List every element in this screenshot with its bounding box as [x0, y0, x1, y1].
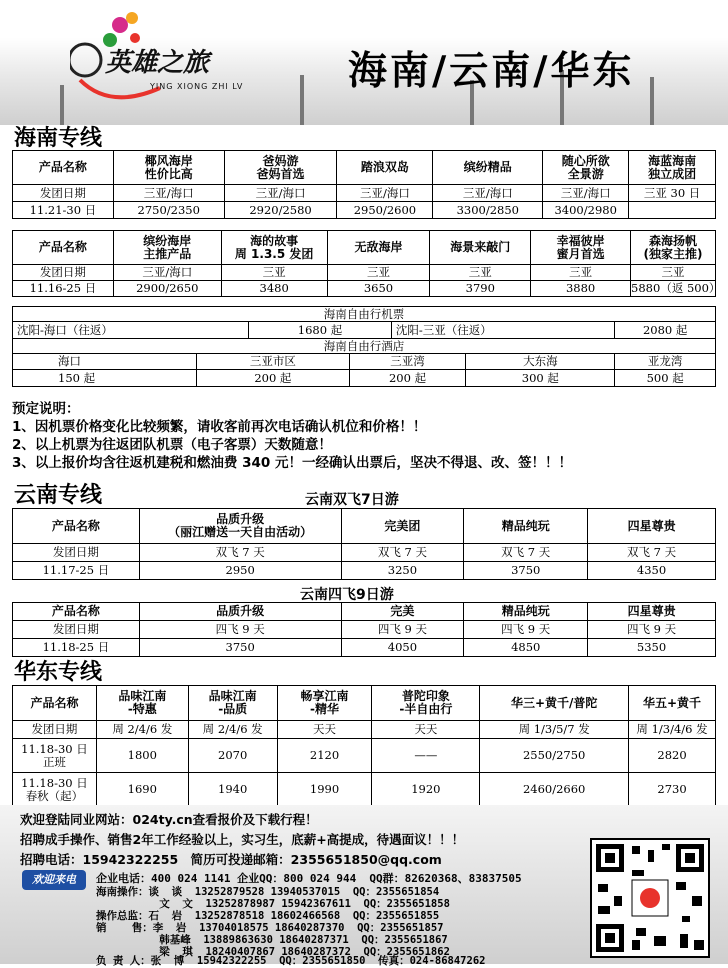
product: 华三+黄千/普陀	[480, 686, 629, 721]
price: 5350	[588, 639, 716, 657]
area: 大东海	[466, 354, 615, 370]
price: 1800	[96, 739, 188, 773]
price	[629, 202, 716, 219]
area: 亚龙湾	[615, 354, 716, 370]
price: 2950/2600	[337, 202, 433, 219]
hainan-free-travel-table	[12, 306, 716, 387]
product: 四星尊贵	[588, 509, 716, 544]
hotel-title: 海南自由行酒店	[13, 339, 716, 354]
price: 2550/2750	[480, 739, 629, 773]
huadong-table	[12, 685, 716, 807]
yunnan-section-title: 云南专线	[14, 483, 103, 508]
name-header: 产品名称	[13, 509, 140, 544]
price: 1680 起	[249, 322, 392, 339]
product: 普陀印象 -半自由行	[372, 686, 480, 721]
price: 2750/2350	[113, 202, 224, 219]
date: 11.18-30 日 春秋（起）	[13, 773, 97, 807]
date: 11.16-25 日	[13, 281, 114, 297]
date-label: 发团日期	[13, 621, 140, 639]
route: 天天	[277, 721, 372, 739]
route: 四飞 9 天	[588, 621, 716, 639]
website-line: 欢迎登陆同业网站：024ty.cn查看报价及下载行程！	[20, 812, 318, 827]
route: 三亚/海口	[224, 185, 337, 202]
price: 2820	[629, 739, 716, 773]
route: 沈阳-海口（往返）	[13, 322, 249, 339]
contact-line: 韩基峰 13889863630 18640287371 QQ：2355651867	[96, 934, 448, 946]
price: 3480	[221, 281, 327, 297]
contact-line: 负 责 人：张 博 15942322255 QQ：2355651850 传真：024-86847262	[96, 955, 486, 967]
product: 精品纯玩	[464, 603, 588, 621]
price: 200 起	[197, 370, 350, 387]
route: 三亚/海口	[543, 185, 629, 202]
date-label: 发团日期	[13, 185, 114, 202]
date-label: 发团日期	[13, 544, 140, 562]
ticket-title: 海南自由行机票	[13, 307, 716, 322]
yunnan-subtitle-1: 云南双飞7日游	[305, 492, 399, 508]
price: 300 起	[466, 370, 615, 387]
hainan-section-title: 海南专线	[14, 126, 103, 151]
route: 周 1/3/4/6 发	[629, 721, 716, 739]
logo-subtitle: YING XIONG ZHI LV	[150, 82, 244, 91]
yunnan-subtitle-2: 云南四飞9日游	[300, 587, 394, 603]
route: 三亚	[221, 265, 327, 281]
price: 2920/2580	[224, 202, 337, 219]
name-header: 产品名称	[13, 231, 114, 265]
price: 4050	[341, 639, 464, 657]
price: 2070	[188, 739, 277, 773]
price: 2900/2650	[113, 281, 221, 297]
product: 品味江南 -品质	[188, 686, 277, 721]
price: 4350	[588, 562, 716, 580]
contact-line: 操作总监：石 岩 13252878518 18602466568 QQ：2355651855	[96, 910, 440, 922]
product: 华五+黄千	[629, 686, 716, 721]
notes-title: 预定说明：	[12, 401, 80, 417]
price: 1940	[188, 773, 277, 807]
product: 畅享江南 -精华	[277, 686, 372, 721]
product: 无敌海岸	[327, 231, 430, 265]
route: 周 1/3/5/7 发	[480, 721, 629, 739]
price: 2460/2660	[480, 773, 629, 807]
route: 双飞 7 天	[341, 544, 464, 562]
name-header: 产品名称	[13, 151, 114, 185]
route: 三亚/海口	[337, 185, 433, 202]
contact-line: 销 售：李 岩 13704018575 18640287370 QQ：2355651857	[96, 922, 444, 934]
price: 3250	[341, 562, 464, 580]
booking-notes	[12, 400, 572, 472]
price: 3650	[327, 281, 430, 297]
qr-code-icon	[592, 840, 708, 956]
note-item: 1、因机票价格变化比较频繁，请收客前再次电话确认机位和价格！！	[12, 419, 427, 435]
product: 森海扬帆 (独家主推)	[631, 231, 716, 265]
price: 2950	[139, 562, 341, 580]
route: 四飞 9 天	[464, 621, 588, 639]
logo-text: 英雄之旅	[105, 48, 210, 78]
price: 3400/2980	[543, 202, 629, 219]
name-header: 产品名称	[13, 686, 97, 721]
recruit-contact-line: 招聘电话：15942322255 简历可投递邮箱：2355651850@qq.com	[20, 852, 442, 867]
product: 缤纷海岸 主推产品	[113, 231, 221, 265]
note-item: 3、以上报价均含往返机建税和燃油费 340 元！一经确认出票后，坚决不得退、改、签！！！	[12, 455, 572, 471]
product: 踏浪双岛	[337, 151, 433, 185]
date: 11.21-30 日	[13, 202, 114, 219]
route: 四飞 9 天	[139, 621, 341, 639]
price: 150 起	[13, 370, 197, 387]
price: 1990	[277, 773, 372, 807]
price: 1920	[372, 773, 480, 807]
price: 2730	[629, 773, 716, 807]
route: 周 2/4/6 发	[188, 721, 277, 739]
route: 沈阳-三亚（往返）	[391, 322, 614, 339]
product: 四星尊贵	[588, 603, 716, 621]
route: 三亚	[327, 265, 430, 281]
huadong-section-title: 华东专线	[14, 660, 103, 685]
contact-line: 梁 琪 18240407867 18640287372 QQ：2355651862	[96, 946, 450, 958]
price: 3300/2850	[433, 202, 543, 219]
area: 三亚湾	[349, 354, 466, 370]
note-item: 2、以上机票为往返团队机票（电子客票）天数随意！	[12, 437, 332, 453]
price: 3750	[464, 562, 588, 580]
contact-line: 文 文 13252878987 15942367611 QQ：2355651858	[96, 898, 450, 910]
route: 双飞 7 天	[464, 544, 588, 562]
qr-code	[590, 838, 710, 958]
price: 2120	[277, 739, 372, 773]
product: 随心所欲 全景游	[543, 151, 629, 185]
price: ——	[372, 739, 480, 773]
contact-line: 海南操作：谈 谈 13252879528 13940537015 QQ：2355651854	[96, 886, 440, 898]
route: 三亚	[430, 265, 531, 281]
name-header: 产品名称	[13, 603, 140, 621]
route: 天天	[372, 721, 480, 739]
price: 200 起	[349, 370, 466, 387]
route: 双飞 7 天	[588, 544, 716, 562]
price: 2080 起	[615, 322, 716, 339]
route: 三亚	[631, 265, 716, 281]
route: 三亚/海口	[113, 265, 221, 281]
product: 完美团	[341, 509, 464, 544]
yunnan-table-1	[12, 508, 716, 580]
product: 海蓝海南 独立成团	[629, 151, 716, 185]
price: 500 起	[615, 370, 716, 387]
price: 1690	[96, 773, 188, 807]
recruit-line: 招聘成手操作、销售2年工作经验以上，实习生，底薪+高提成，待遇面议！！！	[20, 832, 465, 847]
product: 海的故事 周 1.3.5 发团	[221, 231, 327, 265]
product: 完美	[341, 603, 464, 621]
route: 周 2/4/6 发	[96, 721, 188, 739]
page-title: 海南/云南/华东	[348, 49, 635, 94]
price: 5880（返 500）	[631, 281, 721, 295]
hainan-table-1	[12, 150, 716, 219]
product: 缤纷精品	[433, 151, 543, 185]
price: 3790	[430, 281, 531, 297]
product: 幸福彼岸 蜜月首选	[531, 231, 631, 265]
price: 4850	[464, 639, 588, 657]
product: 精品纯玩	[464, 509, 588, 544]
product: 品质升级 （丽江赠送一天自由活动）	[139, 509, 341, 544]
product: 椰风海岸 性价比高	[113, 151, 224, 185]
product: 品味江南 -特惠	[96, 686, 188, 721]
route: 双飞 7 天	[139, 544, 341, 562]
price: 3880	[531, 281, 631, 297]
product: 品质升级	[139, 603, 341, 621]
company-phone: 企业电话：400 024 1141 企业QQ：800 024 944 QQ群：82620368、83837505	[96, 872, 522, 885]
route: 三亚/海口	[433, 185, 543, 202]
date: 11.18-30 日 正班	[13, 739, 97, 773]
date-label: 发团日期	[13, 265, 114, 281]
date-label: 发团日期	[13, 721, 97, 739]
area: 海口	[13, 354, 197, 370]
route: 三亚 30 日	[629, 185, 716, 202]
hainan-table-2	[12, 230, 721, 297]
route: 三亚/海口	[113, 185, 224, 202]
yunnan-table-2	[12, 602, 716, 657]
area: 三亚市区	[197, 354, 350, 370]
welcome-badge: 欢迎来电	[22, 870, 86, 890]
date: 11.17-25 日	[13, 562, 140, 580]
product: 海景来敲门	[430, 231, 531, 265]
date: 11.18-25 日	[13, 639, 140, 657]
route: 四飞 9 天	[341, 621, 464, 639]
product: 爸妈游 爸妈首选	[224, 151, 337, 185]
route: 三亚	[531, 265, 631, 281]
price: 3750	[139, 639, 341, 657]
